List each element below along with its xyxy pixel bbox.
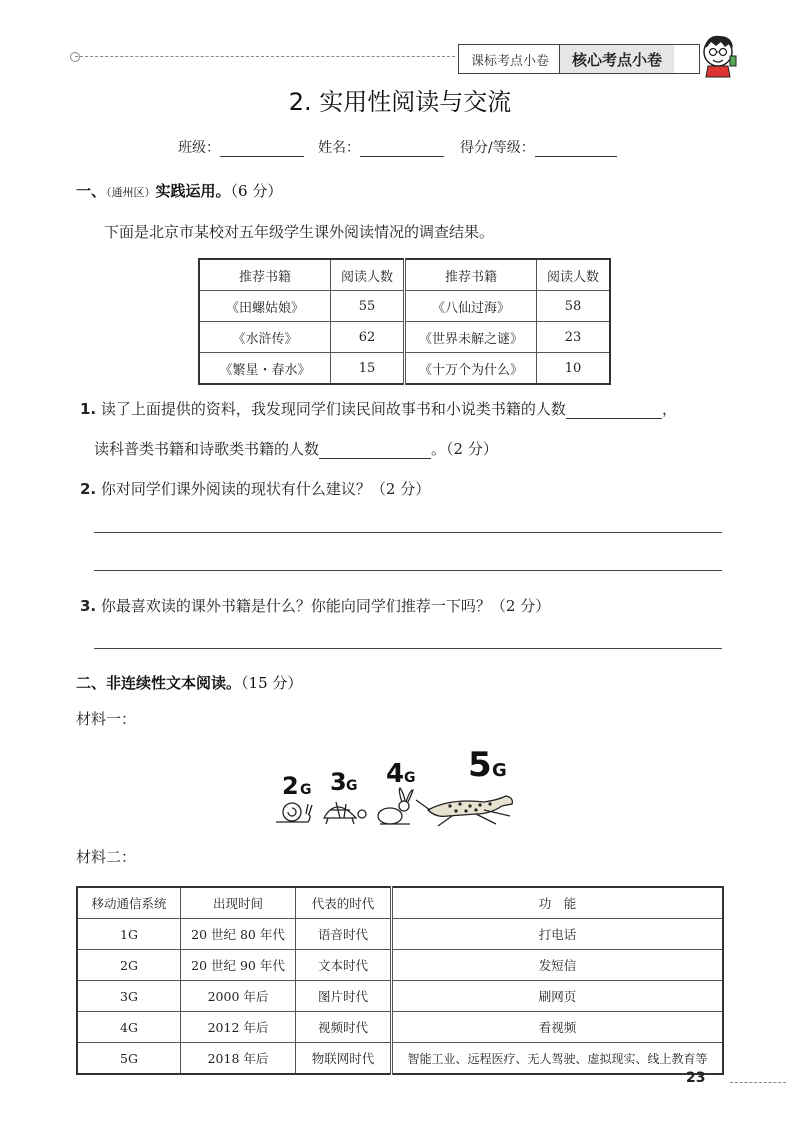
label-4g-unit: G <box>404 770 416 786</box>
q2-answer-line-2[interactable] <box>94 570 722 571</box>
table-row: 5G 2018 年后 物联网时代 智能工业、远程医疗、无人驾驶、虚拟现实、线上教育等 <box>77 1043 723 1075</box>
score-blank[interactable] <box>535 156 617 157</box>
header-dot <box>70 52 80 62</box>
table-header-row: 移动通信系统 出现时间 代表的时代 功 能 <box>77 887 723 919</box>
table-row: 1G 20 世纪 80 年代 语音时代 打电话 <box>77 919 723 950</box>
label-3g-number: 3 <box>330 768 347 796</box>
page-number: 23 <box>686 1070 706 1086</box>
snail-icon <box>276 803 312 822</box>
q3-answer-line[interactable] <box>94 648 722 649</box>
cheetah-icon <box>416 796 512 826</box>
name-blank[interactable] <box>360 156 444 157</box>
label-3g-unit: G <box>346 778 358 794</box>
page-title: 2. 实用性阅读与交流 <box>288 88 512 116</box>
class-blank[interactable] <box>220 156 304 157</box>
section1-intro: 下面是北京市某校对五年级学生课外阅读情况的调查结果。 <box>104 223 495 241</box>
material-2-label: 材料二： <box>76 848 137 866</box>
section1-heading: 一、（通州区）实践运用。（6 分） <box>76 182 283 200</box>
question-3: 3. 你最喜欢读的课外书籍是什么？你能向同学们推荐一下吗？（2 分） <box>80 597 551 615</box>
class-label: 班级： <box>178 140 220 156</box>
footer-divider <box>730 1082 786 1083</box>
table-row: 《水浒传》 62 《世界未解之谜》 23 <box>199 322 610 353</box>
question-2: 2. 你对同学们课外阅读的现状有什么建议？（2 分） <box>80 480 431 498</box>
label-5g-unit: G <box>492 760 507 781</box>
table-row: 4G 2012 年后 视频时代 看视频 <box>77 1012 723 1043</box>
material-1-label: 材料一： <box>76 710 137 728</box>
mobile-network-table <box>76 886 724 1075</box>
table-row: 3G 2000 年后 图片时代 刷网页 <box>77 981 723 1012</box>
q2-answer-line-1[interactable] <box>94 532 722 533</box>
name-label: 姓名： <box>318 140 360 156</box>
name-field <box>318 137 444 157</box>
table-row: 《繁星・春水》 15 《十万个为什么》 10 <box>199 353 610 385</box>
table-header-row: 推荐书籍 阅读人数 推荐书籍 阅读人数 <box>199 259 610 291</box>
reading-survey-table <box>198 258 611 385</box>
question-1: 1. 读了上面提供的资料，我发现同学们读民间故事书和小说类书籍的人数 ， <box>80 400 677 418</box>
score-label: 得分/等级： <box>460 140 535 156</box>
q1-blank-b[interactable] <box>319 458 431 459</box>
label-5g-number: 5 <box>468 745 492 785</box>
table-row: 2G 20 世纪 90 年代 文本时代 发短信 <box>77 950 723 981</box>
label-2g-unit: G <box>300 782 312 798</box>
label-4g-number: 4 <box>386 759 405 789</box>
section2-heading: 二、非连续性文本阅读。（15 分） <box>76 674 303 692</box>
turtle-icon <box>324 802 366 824</box>
label-2g-number: 2 <box>282 772 299 800</box>
mascot-boy-icon <box>696 30 744 78</box>
header-banner <box>458 44 700 74</box>
class-field <box>178 137 304 157</box>
table-row: 《田螺姑娘》 55 《八仙过海》 58 <box>199 291 610 322</box>
question-1-cont: 读科普类书籍和诗歌类书籍的人数 。（2 分） <box>94 440 498 458</box>
header-subtitle: 课标考点小卷 <box>471 53 550 69</box>
header-series: 核心考点小卷 <box>559 45 674 73</box>
q1-blank-a[interactable] <box>566 418 662 419</box>
score-field <box>460 137 617 157</box>
rabbit-icon <box>378 788 413 824</box>
network-speed-illustration <box>270 744 530 828</box>
header-divider <box>75 56 455 57</box>
